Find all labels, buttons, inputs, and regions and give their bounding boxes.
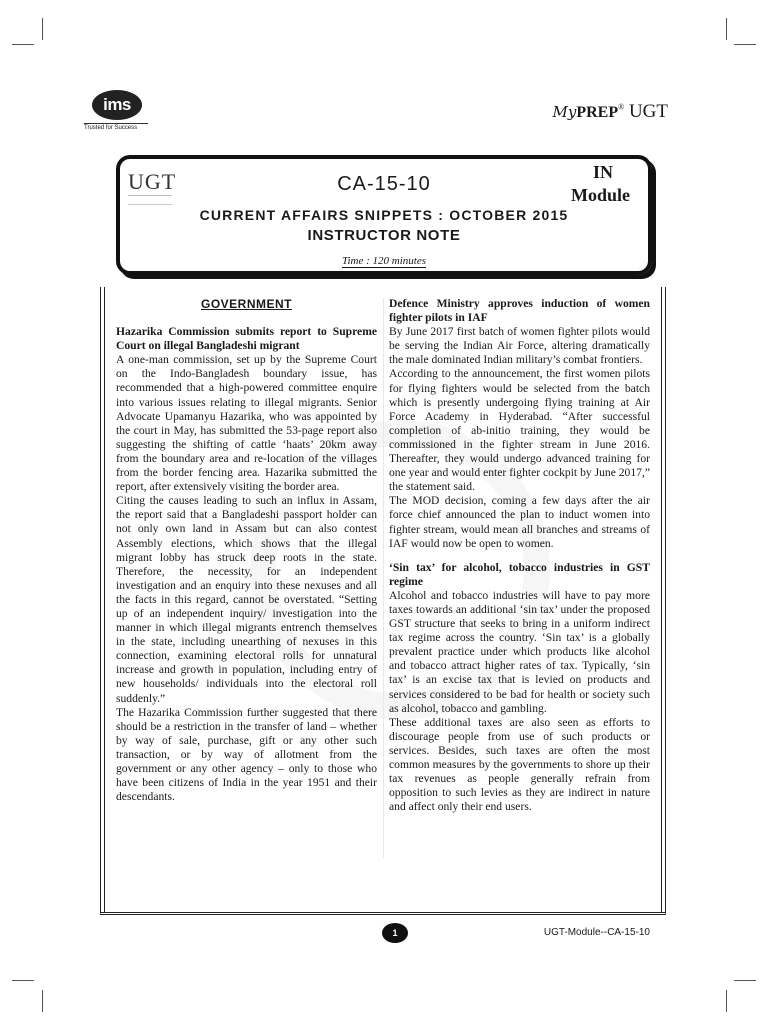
article-headline: Defence Ministry approves induction of women fighter pilots in IAF	[389, 297, 650, 325]
in-module-label: IN Module	[570, 162, 630, 205]
crop-mark	[734, 980, 756, 981]
article-paragraph: According to the announcement, the first women pilots for flying fighters would be selected from the batch which is presently undergoing flying training at Air Force Academy in Hyderabad. “After successful completion of ab-initio training, they would be commissioned in the fighter stream in June 2016. Thereafter, they would undergo advanced training for one year and would enter fighter cockpit by June 2017,” the statement said.	[389, 367, 650, 494]
article-headline: Hazarika Commission submits report to Supreme Court on illegal Bangladeshi migrant	[116, 325, 377, 353]
crop-mark	[726, 990, 727, 1012]
article-paragraph: Alcohol and tobacco industries will have to pay more taxes towards an additional ‘sin tax’ under the proposed GST structure that seeks to bring in a uniform indirect tax regime across the country. ‘Sin tax’ is a globally prevalent practice under which products like alcohol and tobacco attract higher rates of tax. Typically, ‘sin tax’ is an excise tax that is levied on products and services considered to be bad for health or society such as alcohol, tobacco and gambling.	[389, 588, 650, 715]
myprep-ugt-logo: MyPREP® UGT	[552, 101, 668, 122]
column-divider	[383, 298, 384, 858]
article-headline: ‘Sin tax’ for alcohol, tobacco industries in GST regime	[389, 560, 650, 588]
document-subtitle: CURRENT AFFAIRS SNIPPETS : OCTOBER 2015	[199, 207, 569, 223]
footer-module-code: UGT-Module--CA-15-10	[543, 927, 650, 938]
crop-mark	[12, 980, 34, 981]
ims-logo	[84, 90, 148, 134]
ims-logo-mark: ims	[92, 90, 142, 120]
article-paragraph: Citing the causes leading to such an influx in Assam, the report said that a Bangladeshi passport holder can not only own land in Assam but can also contest Assembly elections, which shows that the illegal migrant lobby has struck deep roots in the state. Therefore, the necessity, for an independent investigation and an enquiry into these nexuses and all the facts in this regard, cannot be overstated. “Setting up of an independent inquiry/ investigation into the manner in which illegal migrants entrench themselves in the state, including unearthing of nexuses in this connection, examining electoral rolls for unnatural increase and growth in population, including entry of new households/ individuals into the electoral roll suddenly.”	[116, 494, 377, 705]
section-heading-government: GOVERNMENT	[200, 297, 292, 311]
article-paragraph: A one-man commission, set up by the Supreme Court on the Indo-Bangladesh boundary issue, has recommended that a high-powered committee enquire into various issues relating to illegal migrants. Senior Advocate Upamanyu Hazarika, who was appointed by the court in May, has submitted the 53-page report also suggesting the shifting of cattle ‘haats’ 20km away from the boundary area and re-location of the villages from the border fencing area. Hazarika submitted the report, after extensively visiting the border area.	[116, 353, 377, 494]
ugt-mark: UGT	[128, 169, 177, 194]
article-paragraph: The MOD decision, coming a few days after the air force chief announced the plan to induct women into fighter stream, would mean all branches and streams of IAF would now be open to women.	[389, 494, 650, 550]
crop-mark	[42, 18, 43, 40]
crop-mark	[726, 18, 727, 40]
left-column	[116, 297, 377, 804]
crop-mark	[12, 44, 34, 45]
article-paragraph: The Hazarika Commission further suggested that there should be a restriction in the transfer of land – whether by way of sale, purchase, gift or any other such transaction, or by way of allotment from the government or any other agency – only to those who have been citizens of India in the year 1951 and their descendants.	[116, 705, 377, 804]
module-code-title: CA-15-10	[337, 173, 431, 195]
article-paragraph: These additional taxes are also seen as efforts to discourage people from use of such products or services. Besides, such taxes are often the most common measures by the governments to shore up their tax revenues as people generally refrain from opposition to such levies as they are indirect in nature and affect only their end users.	[389, 715, 650, 814]
instructor-note-label: INSTRUCTOR NOTE	[307, 227, 461, 244]
crop-mark	[42, 990, 43, 1012]
title-box	[116, 155, 652, 275]
time-allotted: Time : 120 minutes	[341, 255, 427, 267]
page-number: 1	[382, 923, 408, 943]
crop-mark	[734, 44, 756, 45]
ims-tagline: Trusted for Success	[84, 123, 148, 131]
article-paragraph: By June 2017 first batch of women fighter pilots would be serving the Indian Air Force, altering dramatically the male dominated Indian military’s combat frontiers.	[389, 325, 650, 367]
right-column	[389, 297, 650, 814]
